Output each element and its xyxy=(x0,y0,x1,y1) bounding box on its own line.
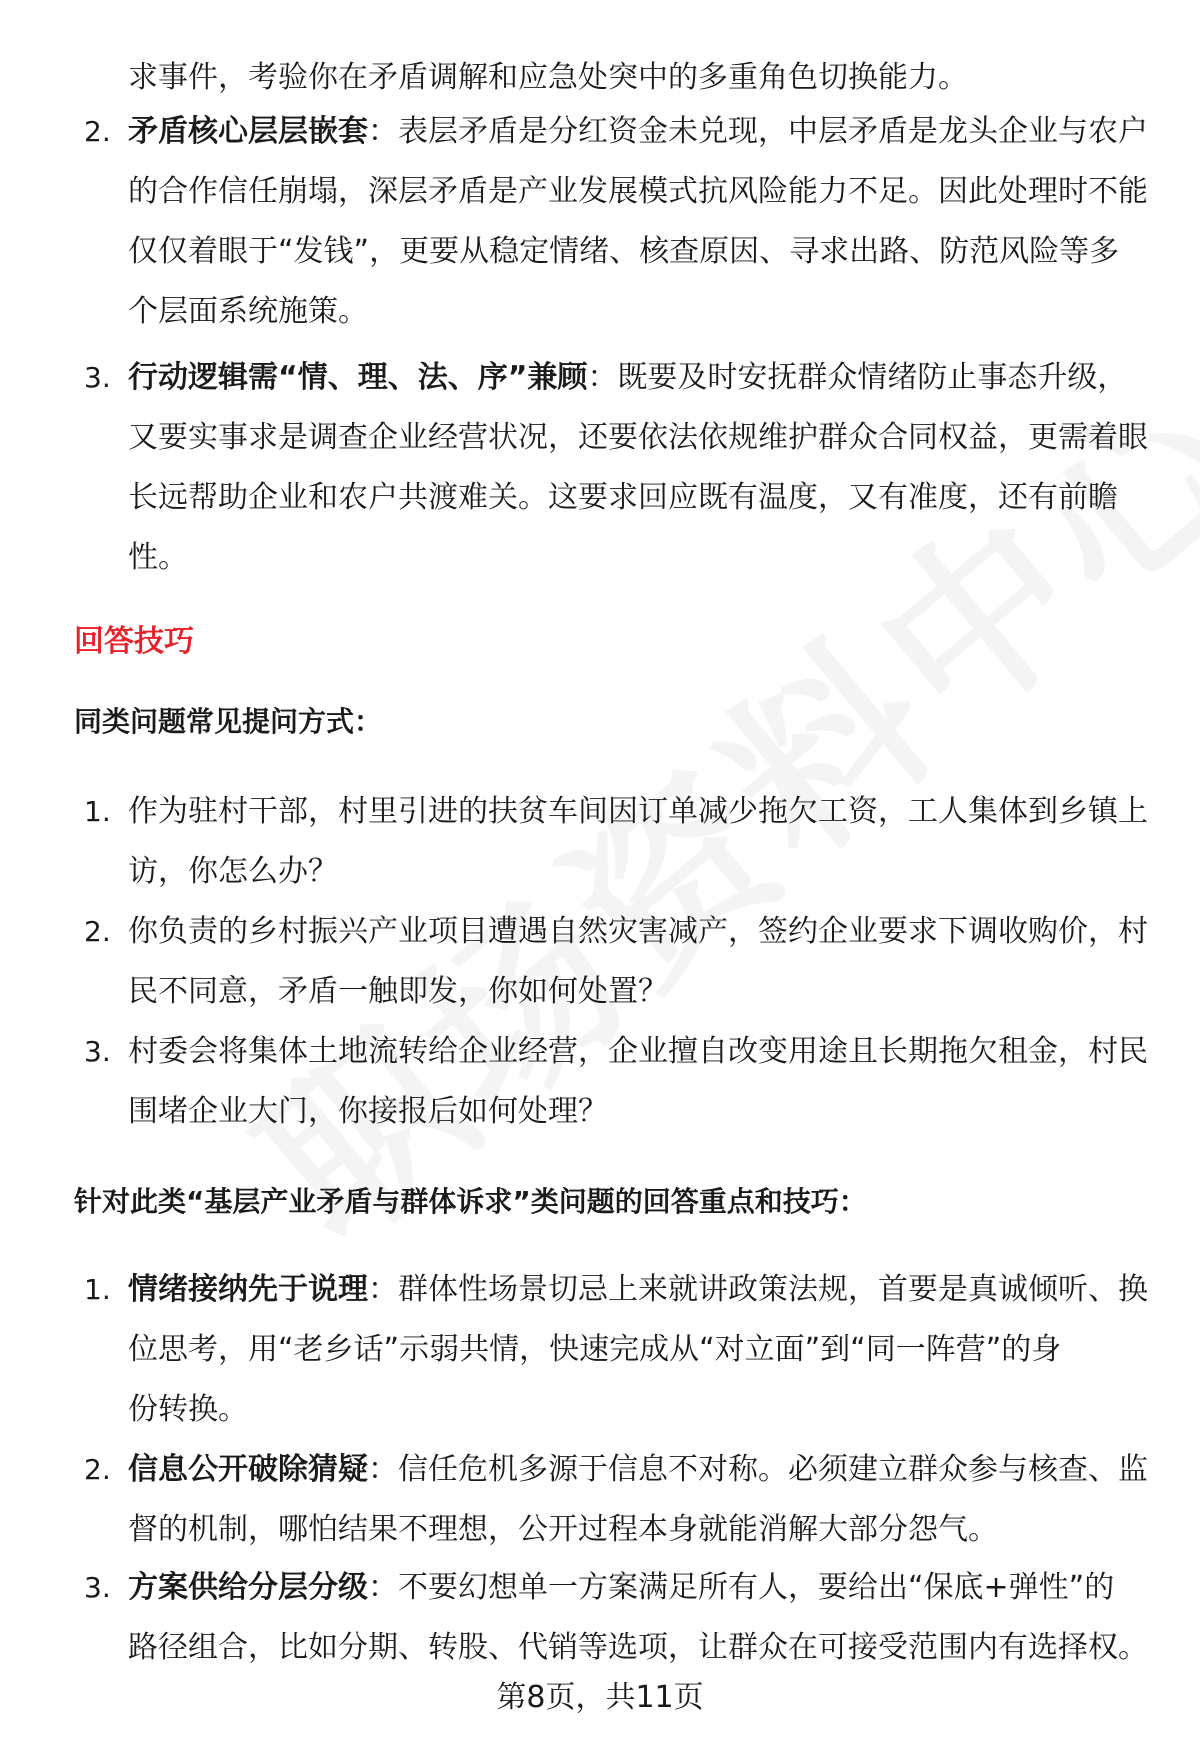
page-footer: 第8页，共11页 xyxy=(496,1680,704,1715)
section-title: 回答技巧 xyxy=(74,624,194,659)
item2-line4: 个层面系统施策。 xyxy=(128,294,368,329)
similar-item1-line2: 访，你怎么办？ xyxy=(128,854,338,889)
tip3-line1: 方案供给分层分级：不要幻想单一方案满足所有人，要给出“保底+弹性”的 xyxy=(128,1570,1115,1605)
similar-item1-number: 1. xyxy=(84,795,111,828)
item2-number: 2. xyxy=(84,115,111,148)
similar-item2-number: 2. xyxy=(84,915,111,948)
tip1-line1: 情绪接纳先于说理：群体性场景切忌上来就讲政策法规，首要是真诚倾听、换 xyxy=(128,1272,1148,1307)
tips-heading: 针对此类“基层产业矛盾与群体诉求”类问题的回答重点和技巧： xyxy=(74,1185,867,1218)
item3-line2: 又要实事求是调查企业经营状况，还要依法依规维护群众合同权益，更需着眼 xyxy=(128,420,1148,455)
similar-item2-line2: 民不同意，矛盾一触即发，你如何处置？ xyxy=(128,974,668,1009)
tip2-line1: 信息公开破除猜疑：信任危机多源于信息不对称。必须建立群众参与核查、监 xyxy=(128,1452,1148,1487)
item3-bold: 行动逻辑需“情、理、法、序”兼顾 xyxy=(128,360,588,395)
similar-item3-line1: 村委会将集体土地流转给企业经营，企业擅自改变用途且长期拖欠租金，村民 xyxy=(128,1034,1148,1069)
tip2-line2: 督的机制，哪怕结果不理想，公开过程本身就能消解大部分怨气。 xyxy=(128,1512,998,1547)
similar-questions-heading: 同类问题常见提问方式： xyxy=(74,705,383,738)
tip1-bold: 情绪接纳先于说理 xyxy=(128,1272,368,1307)
tip1-number: 1. xyxy=(84,1273,111,1306)
tip3-bold: 方案供给分层分级 xyxy=(128,1570,368,1605)
tip1-line2: 位思考，用“老乡话”示弱共情，快速完成从“对立面”到“同一阵营”的身 xyxy=(128,1332,1062,1367)
item3-line1: 行动逻辑需“情、理、法、序”兼顾：既要及时安抚群众情绪防止事态升级， xyxy=(128,360,1128,395)
item2-line1: 矛盾核心层层嵌套：表层矛盾是分红资金未兑现，中层矛盾是龙头企业与农户 xyxy=(128,114,1148,149)
tip1-line3: 份转换。 xyxy=(128,1392,248,1427)
tip2-bold: 信息公开破除猜疑 xyxy=(128,1452,368,1487)
tip3-line2: 路径组合，比如分期、转股、代销等选项，让群众在可接受范围内有选择权。 xyxy=(128,1630,1148,1665)
item3-line3: 长远帮助企业和农户共渡难关。这要求回应既有温度，又有准度，还有前瞻 xyxy=(128,480,1118,515)
similar-item2-line1: 你负责的乡村振兴产业项目遭遇自然灾害减产，签约企业要求下调收购价，村 xyxy=(128,914,1148,949)
item3-line4: 性。 xyxy=(128,540,188,575)
similar-item1-line1: 作为驻村干部，村里引进的扶贫车间因订单减少拖欠工资，工人集体到乡镇上 xyxy=(128,794,1148,829)
watermark xyxy=(198,503,1063,1291)
item2-bold: 矛盾核心层层嵌套 xyxy=(128,114,368,149)
item2-line3: 仅仅着眼于“发钱”，更要从稳定情绪、核查原因、寻求出路、防范风险等多 xyxy=(128,234,1120,269)
similar-item3-line2: 围堵企业大门，你接报后如何处理？ xyxy=(128,1094,608,1129)
similar-item3-number: 3. xyxy=(84,1035,111,1068)
item1-continuation: 求事件，考验你在矛盾调解和应急处突中的多重角色切换能力。 xyxy=(128,60,968,95)
tip2-number: 2. xyxy=(84,1453,111,1486)
tip3-number: 3. xyxy=(84,1571,111,1604)
item2-line2: 的合作信任崩塌，深层矛盾是产业发展模式抗风险能力不足。因此处理时不能 xyxy=(128,174,1148,209)
item3-number: 3. xyxy=(84,361,111,394)
